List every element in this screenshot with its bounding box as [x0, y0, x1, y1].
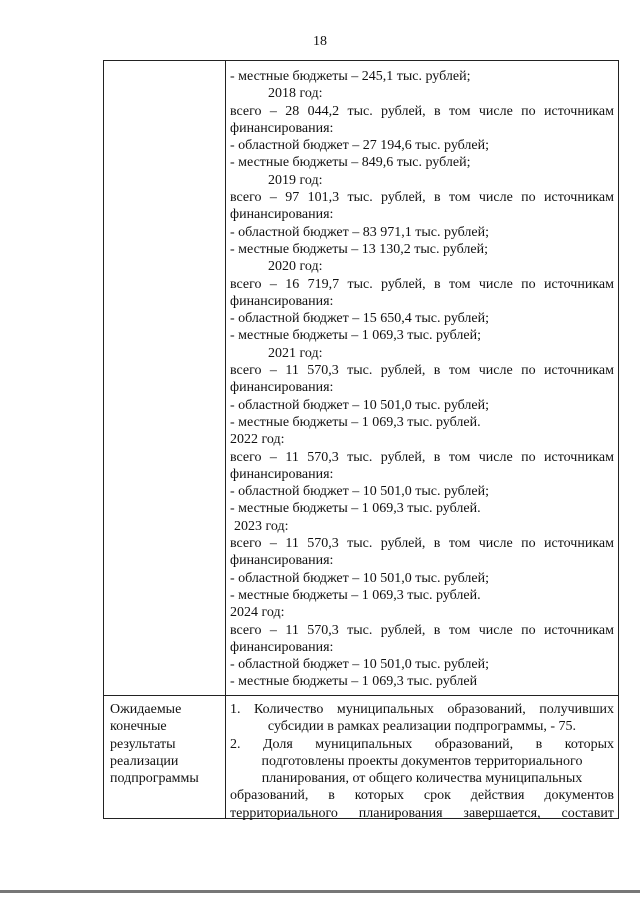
funding-line: 2018 год:	[268, 86, 323, 102]
funding-line: всего – 11 570,3 тыс. рублей, в том числе по источникам	[230, 449, 614, 465]
funding-line: - местные бюджеты – 1 069,3 тыс. рублей;	[230, 328, 481, 344]
result-line: 1. Количество муниципальных образований, получивших	[230, 702, 614, 717]
funding-line: 2019 год:	[268, 172, 323, 188]
results-label-line: конечные	[110, 719, 167, 735]
funding-line: - областной бюджет – 10 501,0 тыс. рублей;	[230, 484, 489, 500]
funding-line: 2024 год:	[230, 605, 285, 621]
funding-line: - областной бюджет – 10 501,0 тыс. рублей;	[230, 570, 489, 586]
result-line: субсидии в рамках реализации подпрограммы, - 75.	[267, 719, 577, 735]
footer-rule	[0, 890, 640, 893]
funding-line: финансирования:	[230, 293, 334, 309]
results-label-line: Ожидаемые	[110, 702, 182, 717]
funding-line: всего – 28 044,2 тыс. рублей, в том числе по источникам	[230, 103, 614, 119]
funding-line: финансирования:	[230, 207, 334, 223]
funding-line: 2023 год:	[234, 518, 289, 534]
funding-line: - местные бюджеты – 1 069,3 тыс. рублей.	[230, 414, 481, 430]
result-line: образований, в которых срок действия документов	[230, 788, 614, 804]
funding-line: - областной бюджет – 27 194,6 тыс. рублей;	[230, 138, 489, 154]
funding-line: - местные бюджеты – 1 069,3 тыс. рублей.	[230, 587, 481, 603]
funding-line: финансирования:	[230, 120, 334, 136]
result-line: планирования, от общего количества муниципальных	[261, 771, 583, 787]
funding-line: - местные бюджеты – 1 069,3 тыс. рублей.	[230, 501, 481, 517]
page-number: 18	[313, 34, 327, 49]
results-label-line: реализации	[110, 753, 179, 769]
funding-line: всего – 11 570,3 тыс. рублей, в том числе по источникам	[230, 536, 614, 552]
funding-line: - местные бюджеты – 13 130,2 тыс. рублей;	[230, 241, 488, 257]
funding-line: финансирования:	[230, 553, 334, 569]
funding-line: 2020 год:	[268, 259, 323, 275]
row-divider	[104, 695, 618, 696]
funding-line: - местные бюджеты – 245,1 тыс. рублей;	[230, 69, 471, 84]
funding-cell	[230, 68, 614, 691]
funding-line: финансирования:	[230, 466, 334, 482]
funding-line: всего – 97 101,3 тыс. рублей, в том числе по источникам	[230, 190, 614, 206]
results-cell	[230, 701, 614, 822]
results-label-cell	[110, 701, 220, 787]
funding-line: - областной бюджет – 15 650,4 тыс. рублей;	[230, 311, 489, 327]
funding-line: финансирования:	[230, 380, 334, 396]
funding-line: всего – 11 570,3 тыс. рублей, в том числе по источникам	[230, 622, 614, 638]
funding-line: 2022 год:	[230, 432, 285, 448]
funding-line: - областной бюджет – 10 501,0 тыс. рублей;	[230, 657, 489, 673]
funding-line: финансирования:	[230, 639, 334, 655]
funding-line: всего – 11 570,3 тыс. рублей, в том числе по источникам	[230, 363, 614, 379]
result-line: территориального планирования завершается, составит	[230, 805, 614, 821]
funding-line: - местные бюджеты – 849,6 тыс. рублей;	[230, 155, 471, 171]
results-label-line: результаты	[110, 736, 176, 752]
funding-line: - областной бюджет – 83 971,1 тыс. рублей;	[230, 224, 489, 240]
funding-line: - областной бюджет – 10 501,0 тыс. рублей;	[230, 397, 489, 413]
result-line: подготовлены проекты документов территориального	[261, 753, 583, 769]
result-line: 2. Доля муниципальных образований, в которых	[230, 736, 614, 752]
funding-line: 2021 год:	[268, 345, 323, 361]
funding-line: - местные бюджеты – 1 069,3 тыс. рублей	[230, 674, 478, 690]
program-table	[103, 60, 619, 819]
column-divider	[225, 61, 226, 818]
results-label-line: подпрограммы	[110, 771, 199, 787]
funding-line: всего – 16 719,7 тыс. рублей, в том числе по источникам	[230, 276, 614, 292]
